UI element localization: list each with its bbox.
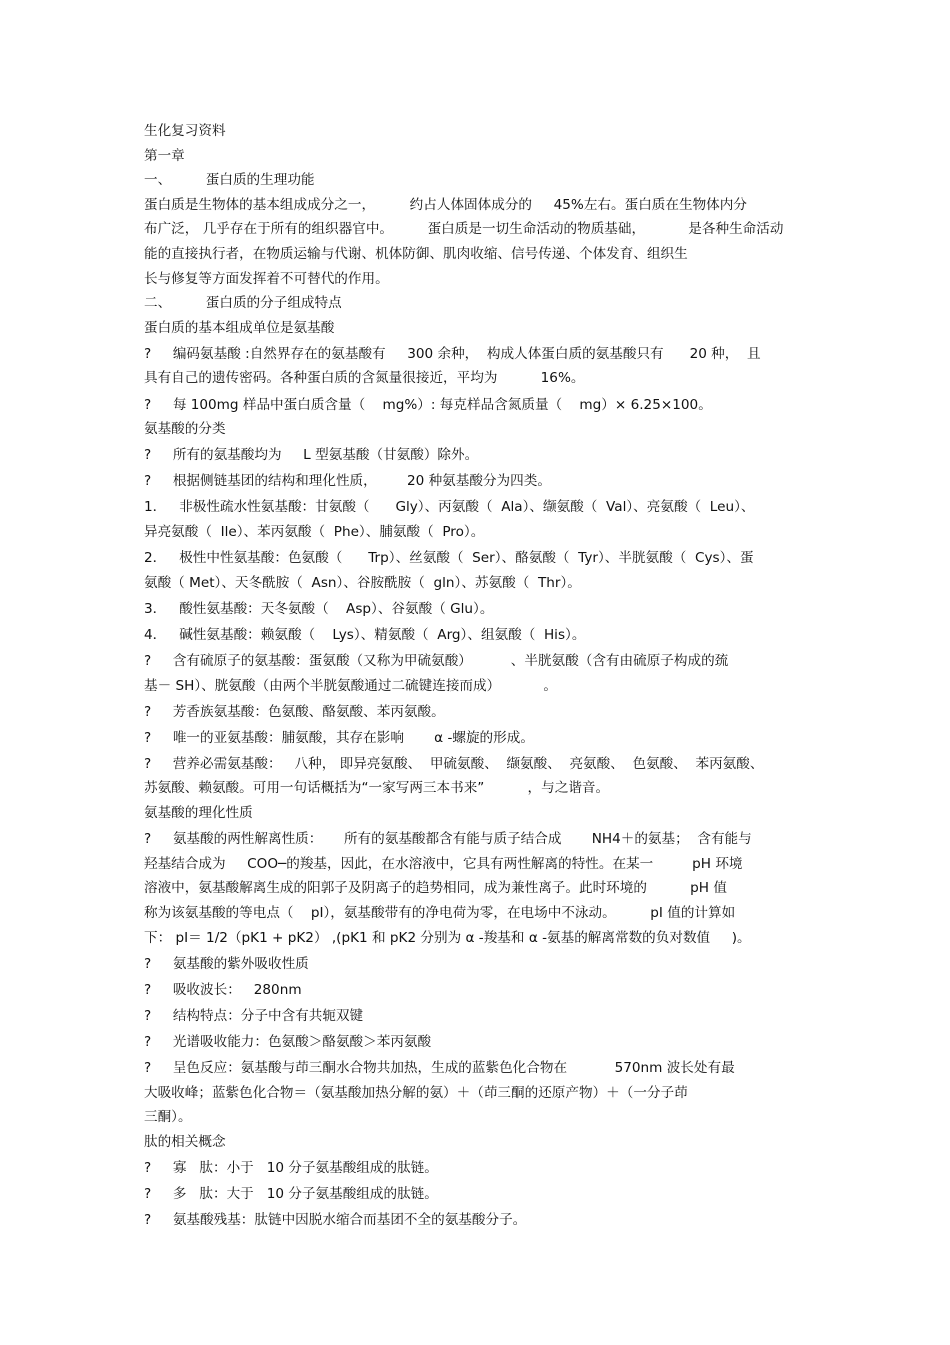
text-line: 长与修复等方面发挥着不可替代的作用。 [144, 270, 389, 287]
text-line: 具有自己的遗传密码。各种蛋白质的含氮量很接近，平均为 16%。 [144, 370, 585, 387]
bullet-line: ? 营养必需氨基酸： 八种， 即异亮氨酸、 甲硫氨酸、 缬氨酸、 亮氨酸、 色氨酸、 苯丙氨酸、 [144, 755, 764, 772]
document-body [144, 119, 814, 1233]
bullet-line: ? 氨基酸残基：肽链中因脱水缩合而基团不全的氨基酸分子。 [144, 1212, 527, 1229]
bullet-line: 4． 碱性氨基酸：赖氨酸（ Lys）、精氨酸（ Arg）、组氨酸（ His）。 [144, 626, 586, 643]
text-line: 生化复习资料 [144, 123, 226, 139]
text-line: 基－ SH）、胱氨酸（由两个半胱氨酸通过二硫键连接而成） 。 [144, 677, 558, 694]
text-line: 称为该氨基酸的等电点（ pI），氨基酸带有的净电荷为零，在电场中不泳动。 pI 值的计算如 [144, 904, 736, 921]
text-line: 氨基酸的理化性质 [144, 805, 253, 822]
text-line: 苏氨酸、赖氨酸。可用一句话概括为“一家写两三本书来” ，与之谐音。 [144, 780, 610, 797]
bullet-line: ? 寡 肽：小于 10 分子氨基酸组成的肽链。 [144, 1159, 438, 1176]
text-line: 氨基酸的分类 [144, 421, 226, 438]
bullet-line: ? 多 肽：大于 10 分子氨基酸组成的肽链。 [144, 1185, 438, 1202]
bullet-line: 1． 非极性疏水性氨基酸：甘氨酸（ Gly）、丙氨酸（ Ala）、缬氨酸（ Val）、亮氨酸（ Leu）、 [144, 499, 755, 516]
bullet-line: ? 结构特点：分子中含有共轭双键 [144, 1007, 364, 1024]
text-line: 三酮）。 [144, 1109, 192, 1126]
bullet-line: ? 芳香族氨基酸：色氨酸、酪氨酸、苯丙氨酸。 [144, 703, 445, 720]
bullet-line: ? 所有的氨基酸均为 L 型氨基酸（甘氨酸）除外。 [144, 447, 479, 464]
bullet-line: ? 氨基酸的紫外吸收性质 [144, 955, 309, 972]
text-line: 溶液中，氨基酸解离生成的阳郭子及阴离子的趋势相同，成为兼性离子。此时环境的 pH 值 [144, 880, 727, 897]
bullet-line: ? 呈色反应：氨基酸与茚三酮水合物共加热，生成的蓝紫色化合物在 570nm 波长处有最 [144, 1059, 735, 1076]
text-line: 蛋白质的基本组成单位是氨基酸 [144, 319, 335, 336]
text-line: 羟基结合成为 COO─的羧基，因此，在水溶液中，它具有两性解离的特性。在某一 pH 环境 [144, 855, 743, 872]
bullet-line: ? 编码氨基酸 :自然界存在的氨基酸有 300 余种， 构成人体蛋白质的氨基酸只有 20 种， 且 [144, 345, 761, 362]
bullet-line: 2． 极性中性氨基酸：色氨酸（ Trp）、丝氨酸（ Ser）、酪氨酸（ Tyr）、半胱氨酸（ Cys）、蛋 [144, 550, 754, 567]
bullet-line: ? 氨基酸的两性解离性质： 所有的氨基酸都含有能与质子结合成 NH4＋的氨基； 含有能与 [144, 831, 752, 848]
text-line: 布广泛， 几乎存在于所有的组织器官中。 蛋白质是一切生命活动的物质基础， 是各种生命活动 [144, 221, 784, 238]
bullet-line: ? 每 100mg 样品中蛋白质含量（ mg%）: 每克样品含氮质量（ mg）× 6.25×100。 [144, 396, 712, 413]
text-line: 第一章 [144, 147, 185, 164]
text-line: 氨酸（ Met）、天冬酰胺（ Asn）、谷胺酰胺（ gln）、苏氨酸（ Thr）。 [144, 574, 581, 591]
text-line: 蛋白质是生物体的基本组成成分之一， 约占人体固体成分的 45%左右。蛋白质在生物体内分 [144, 196, 747, 213]
text-line: 二、 蛋白质的分子组成特点 [144, 295, 342, 312]
bullet-line: ? 光谱吸收能力：色氨酸＞酪氨酸＞苯丙氨酸 [144, 1033, 432, 1050]
text-line: 能的直接执行者，在物质运输与代谢、机体防御、肌肉收缩、信号传递、个体发育、组织生 [144, 245, 688, 262]
bullet-line: ? 唯一的亚氨基酸：脯氨酸，其存在影响 α -螺旋的形成。 [144, 729, 534, 746]
bullet-line: 3． 酸性氨基酸：天冬氨酸（ Asp）、谷氨酸（ Glu）。 [144, 600, 494, 617]
text-line: 异亮氨酸（ Ile）、苯丙氨酸（ Phe）、脯氨酸（ Pro）。 [144, 524, 485, 540]
text-line: 下： pI＝ 1/2（pK1 + pK2） ,(pK1 和 pK2 分别为 α -羧基和 α -氨基的解离常数的负对数值 )。 [144, 929, 751, 946]
bullet-line: ? 含有硫原子的氨基酸：蛋氨酸（又称为甲硫氨酸） 、半胱氨酸（含有由硫原子构成的巯 [144, 652, 729, 669]
bullet-line: ? 吸收波长： 280nm [144, 981, 302, 998]
text-line: 肽的相关概念 [144, 1133, 226, 1150]
text-line: 大吸收峰；蓝紫色化合物＝（氨基酸加热分解的氨）＋（茚三酮的还原产物）＋（一分子茚 [144, 1084, 688, 1101]
text-line: 一、 蛋白质的生理功能 [144, 172, 315, 189]
bullet-line: ? 根据侧链基团的结构和理化性质， 20 种氨基酸分为四类。 [144, 473, 551, 490]
